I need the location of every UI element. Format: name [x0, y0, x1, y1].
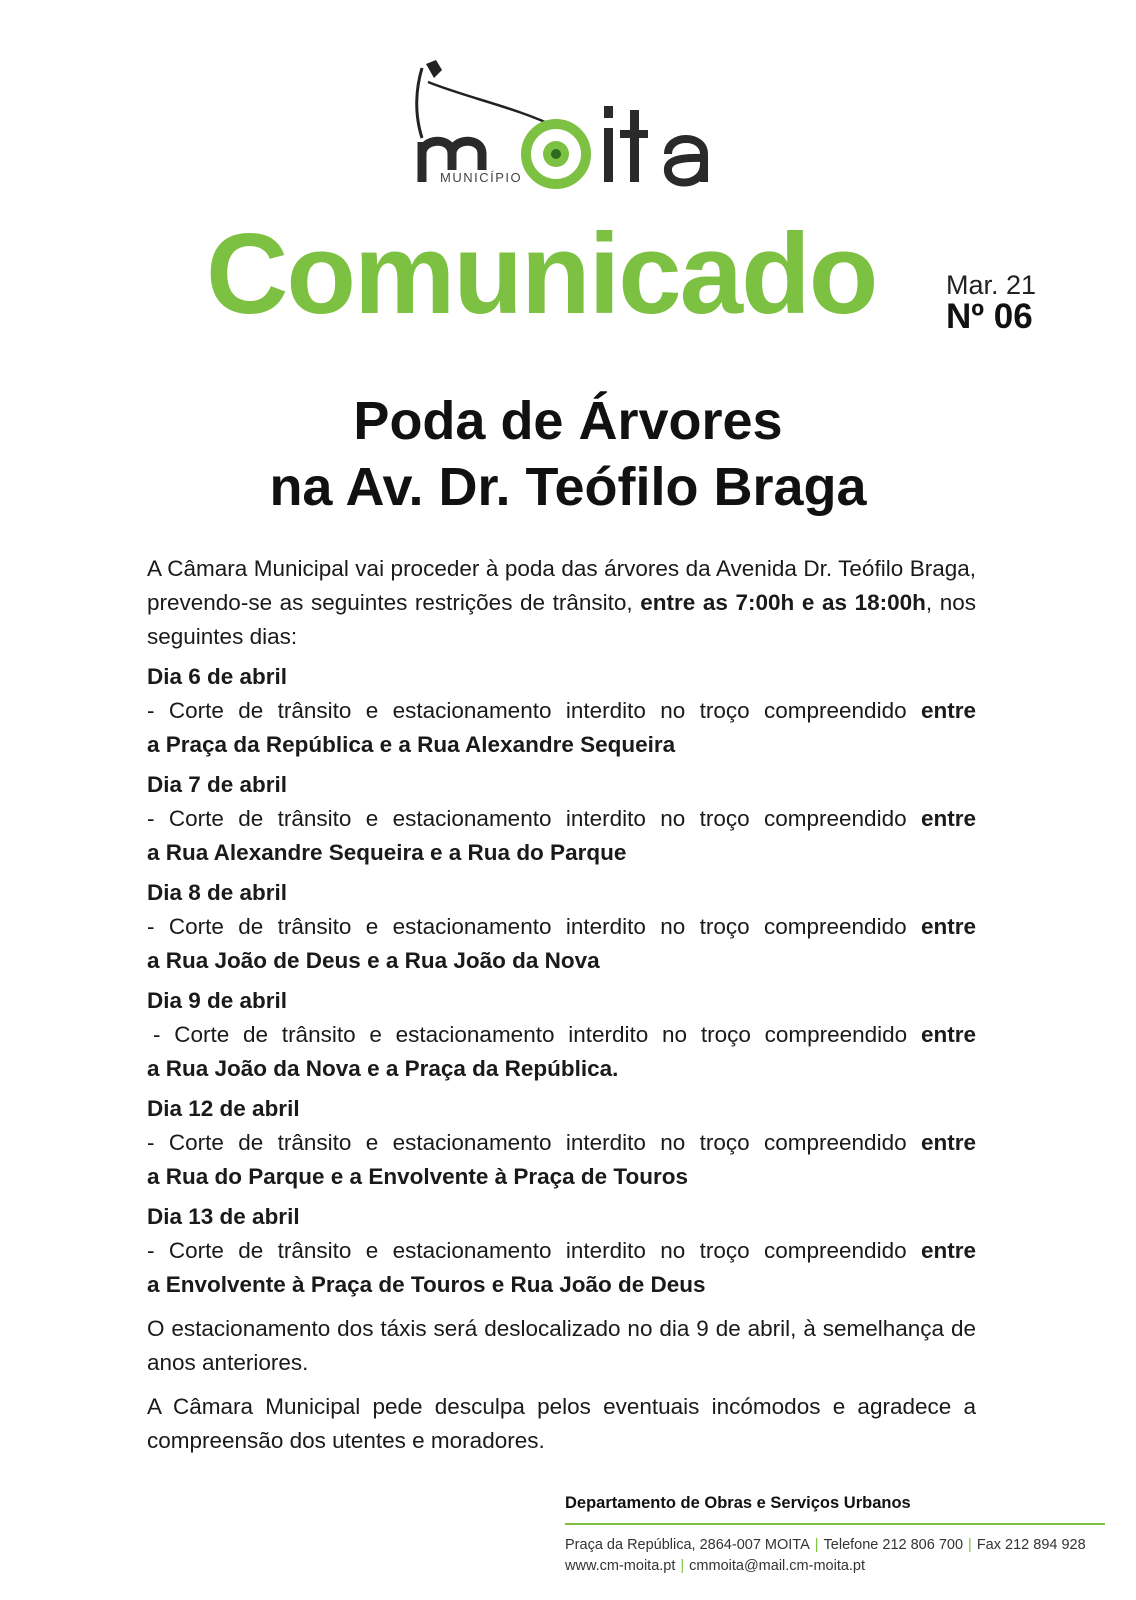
department-name: Departamento de Obras e Serviços Urbanos: [565, 1494, 911, 1512]
intro-text-1: A Câmara Municipal vai proceder à poda das árvores da Avenida Dr. Teófilo Braga, prevendo-se as seguintes restrições de trânsito,: [147, 556, 976, 615]
title-line-1: Poda de Árvores: [353, 391, 783, 451]
day-title: Dia 13 de abril: [147, 1204, 300, 1229]
fax: Fax 212 894 928: [976, 1537, 1086, 1553]
email-link[interactable]: cmmoita@mail.cm-moita.pt: [689, 1558, 866, 1574]
intro-time-range: entre as 7:00h e as 18:00h: [640, 590, 926, 615]
day-description: [147, 1234, 976, 1268]
footer: [565, 1494, 1110, 1577]
separator: |: [814, 1537, 819, 1553]
page-title: [0, 388, 1136, 520]
day-desc-text: - Corte de trânsito e estacionamento interdito no troço compreendido: [147, 914, 907, 939]
title-line-2: na Av. Dr. Teófilo Braga: [269, 457, 867, 517]
footer-divider: [565, 1523, 1105, 1525]
day-item: [147, 1092, 976, 1194]
day-location: a Rua João da Nova e a Praça da República.: [147, 1056, 619, 1081]
day-location: a Envolvente à Praça de Touros e Rua João de Deus: [147, 1272, 706, 1297]
day-between: entre: [920, 1022, 976, 1047]
contact-info: [565, 1535, 1110, 1577]
separator: |: [968, 1537, 972, 1553]
day-description: [147, 1018, 976, 1052]
day-location: a Rua João de Deus e a Rua João da Nova: [147, 948, 600, 973]
logo-subtext: MUNICÍPIO: [440, 170, 523, 185]
day-item: [147, 768, 976, 870]
day-desc-text: - Corte de trânsito e estacionamento interdito no troço compreendido: [153, 1022, 908, 1047]
day-title: Dia 7 de abril: [147, 772, 288, 797]
day-desc-text: - Corte de trânsito e estacionamento interdito no troço compreendido: [147, 1238, 907, 1263]
intro-text-2: , nos seguintes dias:: [147, 590, 976, 649]
phone: Telefone 212 806 700: [823, 1537, 964, 1553]
website-link[interactable]: www.cm-moita.pt: [565, 1558, 676, 1574]
day-title: Dia 12 de abril: [147, 1096, 300, 1121]
day-between: entre: [920, 914, 976, 939]
day-title: Dia 9 de abril: [147, 988, 288, 1013]
day-description: [147, 694, 976, 728]
moita-logo: [408, 58, 718, 198]
heading-comunicado: Comunicado: [206, 211, 877, 338]
issue-number: Nº 06: [946, 297, 1033, 336]
day-item: [147, 984, 976, 1086]
announcement-body: [147, 552, 976, 1458]
day-title: Dia 6 de abril: [147, 664, 288, 689]
day-between: entre: [920, 1130, 976, 1155]
day-between: entre: [920, 1238, 976, 1263]
address: Praça da República, 2864-007 MOITA: [565, 1537, 810, 1553]
day-between: entre: [920, 806, 976, 831]
day-between: entre: [920, 698, 976, 723]
day-desc-text: - Corte de trânsito e estacionamento interdito no troço compreendido: [147, 698, 907, 723]
day-location: a Rua Alexandre Sequeira e a Rua do Parque: [147, 840, 627, 865]
separator: |: [680, 1558, 685, 1574]
day-location: a Rua do Parque e a Envolvente à Praça de Touros: [147, 1164, 689, 1189]
day-title: Dia 8 de abril: [147, 880, 288, 905]
day-description: [147, 910, 976, 944]
intro-paragraph: [147, 552, 976, 654]
day-description: [147, 1126, 976, 1160]
day-description: [147, 802, 976, 836]
issue-info: [946, 272, 1036, 334]
day-desc-text: - Corte de trânsito e estacionamento interdito no troço compreendido: [147, 1130, 907, 1155]
issue-date: Mar. 21: [946, 270, 1037, 300]
day-item: [147, 1200, 976, 1302]
apology-paragraph: A Câmara Municipal pede desculpa pelos eventuais incómodos e agradece a compreensão dos utentes e moradores.: [147, 1394, 976, 1453]
taxis-paragraph: O estacionamento dos táxis será deslocalizado no dia 9 de abril, à semelhança de anos anteriores.: [147, 1316, 976, 1375]
day-item: [147, 660, 976, 762]
day-desc-text: - Corte de trânsito e estacionamento interdito no troço compreendido: [147, 806, 907, 831]
day-item: [147, 876, 976, 978]
day-location: a Praça da República e a Rua Alexandre Sequeira: [147, 732, 676, 757]
